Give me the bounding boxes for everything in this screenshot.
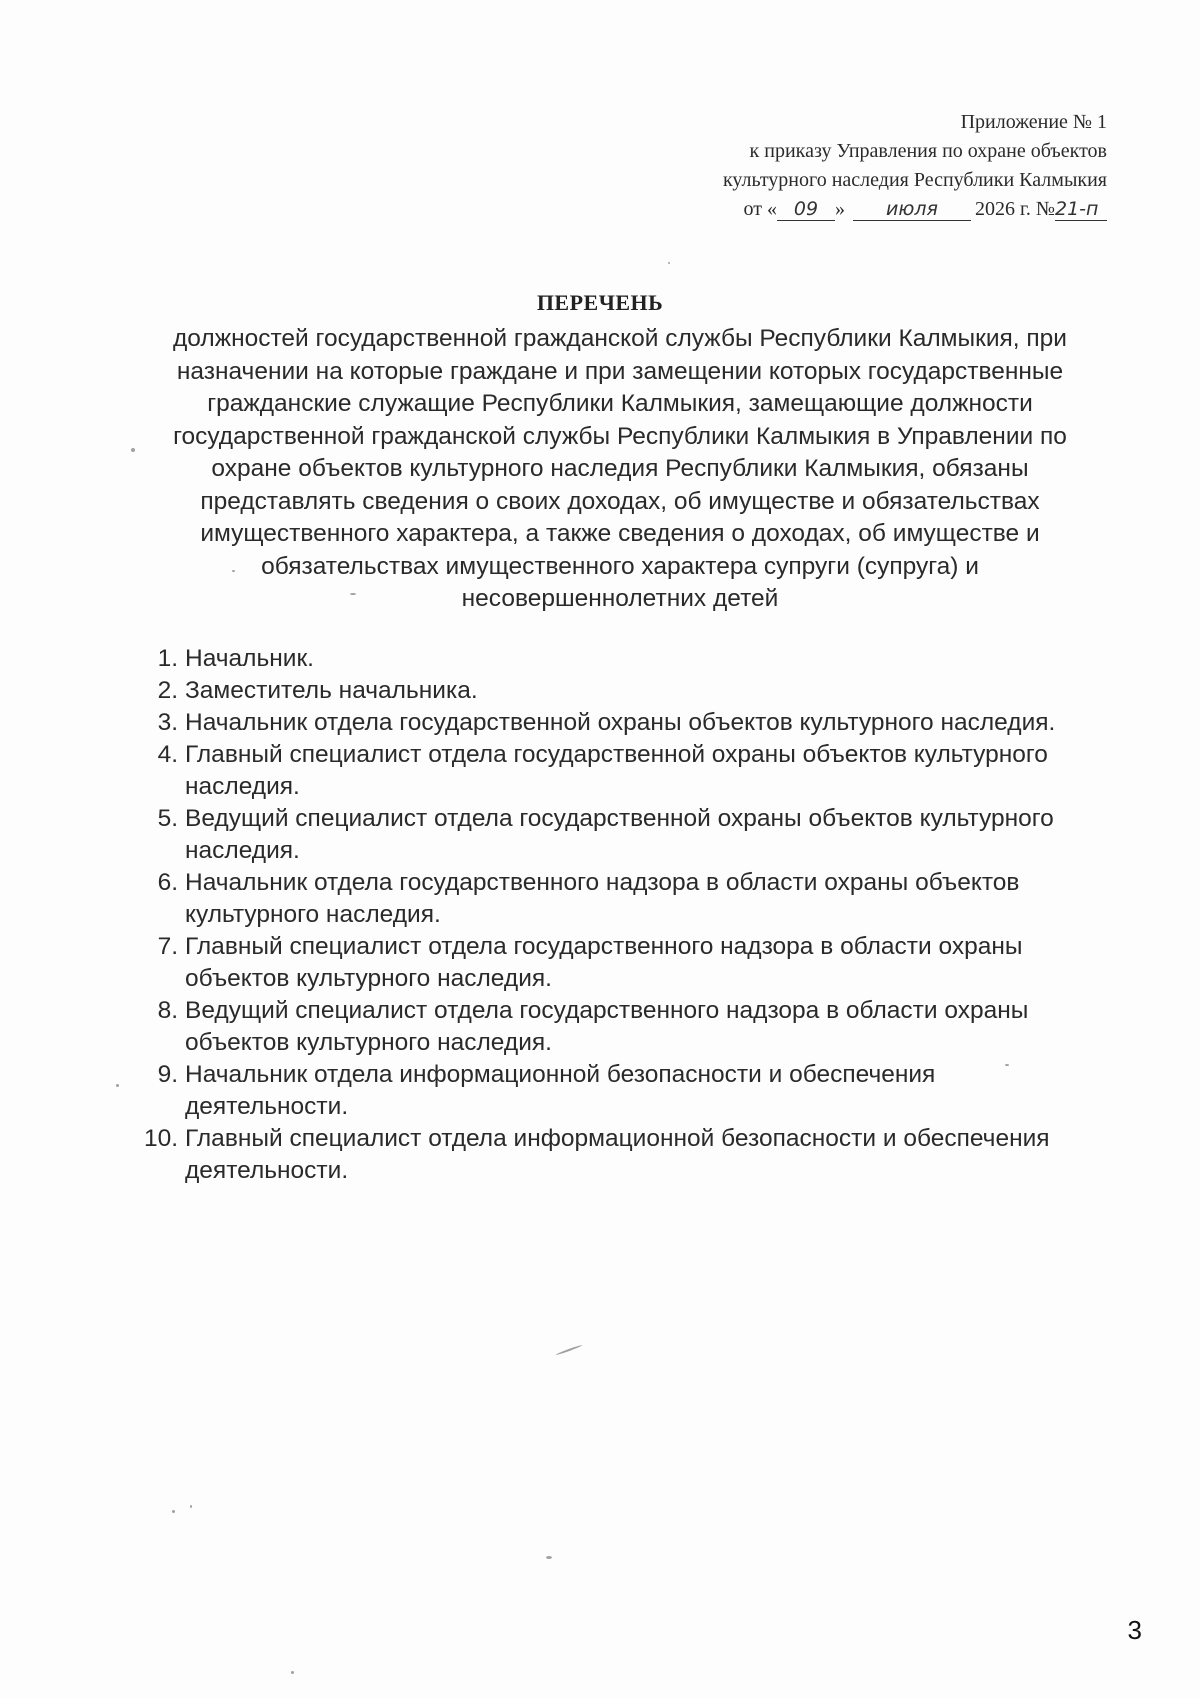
scan-speck: [1005, 1064, 1009, 1066]
position-text: Заместитель начальника.: [185, 677, 478, 704]
position-text: наследия.: [185, 773, 300, 800]
scan-speck: [350, 593, 356, 595]
scan-speck: [172, 1510, 175, 1513]
position-text: Начальник отдела информационной безопасности и обеспечения: [185, 1061, 936, 1088]
position-number: 6.: [157, 869, 178, 896]
order-date-line: [587, 195, 1107, 224]
position-item: [130, 803, 1120, 867]
order-reference-line: к приказу Управления по охране объектов: [749, 140, 1107, 162]
position-text: объектов культурного наследия.: [185, 965, 552, 992]
position-item: [130, 931, 1120, 995]
document-subtitle: [140, 323, 1100, 616]
scan-speck: [116, 1084, 119, 1087]
position-text: наследия.: [185, 837, 300, 864]
position-number: 4.: [157, 741, 178, 768]
position-number: 9.: [157, 1061, 178, 1088]
page-number: 3: [1127, 1615, 1142, 1645]
position-text: деятельности.: [185, 1157, 349, 1184]
position-number: 2.: [157, 677, 178, 704]
position-number: 8.: [157, 997, 178, 1024]
position-item: [130, 995, 1120, 1059]
appendix-number: Приложение № 1: [960, 111, 1107, 133]
subtitle-line: государственной гражданской службы Республики Калмыкия в Управлении по: [173, 422, 1067, 450]
subtitle-line: должностей государственной гражданской службы Республики Калмыкия, при: [173, 325, 1067, 352]
handwritten-day: 09: [777, 198, 835, 221]
date-prefix: от «: [743, 198, 777, 220]
position-text: Главный специалист отдела государственной охраны объектов культурного: [185, 741, 1048, 768]
scan-speck: [131, 448, 135, 452]
document-title: ПЕРЕЧЕНЬ: [536, 290, 664, 315]
position-number: 3.: [157, 709, 178, 736]
subtitle-line: несовершеннолетних детей: [461, 585, 779, 612]
position-number: 5.: [157, 805, 178, 832]
position-item: [130, 707, 1120, 739]
position-number: 7.: [157, 933, 178, 960]
position-text: объектов культурного наследия.: [185, 1029, 552, 1056]
scan-speck: [190, 1505, 192, 1508]
position-item: [130, 1059, 1120, 1123]
position-item: [130, 867, 1120, 931]
date-year-label: 2026 г. №: [974, 198, 1055, 220]
subtitle-line: представлять сведения о своих доходах, об имуществе и обязательствах: [200, 487, 1040, 515]
subtitle-line: назначении на которые граждане и при замещении которых государственные: [176, 357, 1064, 385]
position-number: 1.: [157, 645, 178, 672]
position-text: Начальник.: [185, 645, 314, 672]
position-text: Начальник отдела государственной охраны объектов культурного наследия.: [185, 709, 1056, 736]
position-text: Ведущий специалист отдела государственного надзора в области охраны: [185, 997, 1029, 1024]
position-item: [130, 675, 1120, 707]
position-item: [130, 739, 1120, 803]
subtitle-line: гражданские служащие Республики Калмыкия, замещающие должности: [207, 390, 1033, 417]
scan-speck: [546, 1556, 552, 1559]
positions-list: [130, 643, 1120, 1187]
scan-speck: [291, 1671, 294, 1674]
scan-speck: [556, 1344, 583, 1355]
subtitle-line: имущественного характера, а также сведения о доходах, об имуществе и: [200, 520, 1040, 547]
position-text: Главный специалист отдела информационной безопасности и обеспечения: [185, 1125, 1050, 1152]
organization-line: культурного наследия Республики Калмыкия: [722, 169, 1107, 191]
position-text: Главный специалист отдела государственного надзора в области охраны: [185, 933, 1023, 960]
subtitle-line: охране объектов культурного наследия Республики Калмыкия, обязаны: [211, 455, 1029, 482]
position-item: [130, 643, 1120, 675]
date-close-quote: »: [834, 198, 845, 220]
scan-speck: [668, 262, 670, 264]
subtitle-line: обязательствах имущественного характера супруги (супруга) и: [261, 552, 979, 580]
appendix-header: [587, 108, 1107, 224]
position-number: 10.: [143, 1125, 178, 1152]
handwritten-month: июля: [853, 198, 971, 221]
position-text: Начальник отдела государственного надзора в области охраны объектов: [185, 869, 1020, 896]
position-item: [130, 1123, 1120, 1187]
handwritten-order-number: 21-п: [1055, 198, 1107, 221]
scan-speck: [232, 570, 235, 572]
position-text: Ведущий специалист отдела государственной охраны объектов культурного: [185, 805, 1054, 832]
position-text: деятельности.: [185, 1093, 349, 1120]
position-text: культурного наследия.: [185, 901, 441, 928]
